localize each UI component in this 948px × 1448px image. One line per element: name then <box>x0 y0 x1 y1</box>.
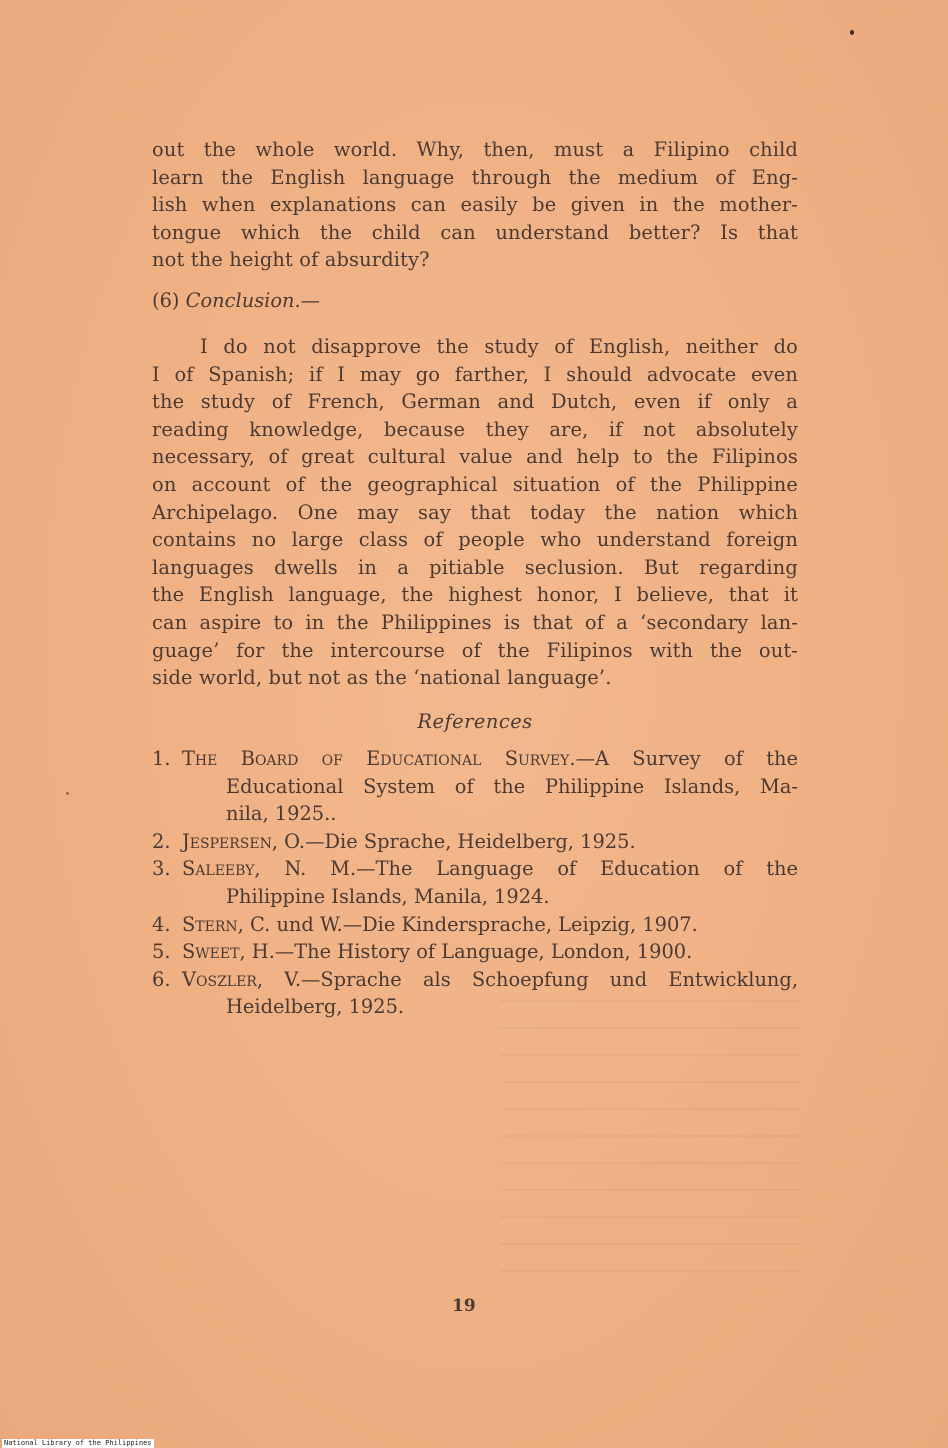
text-line: contains no large class of people who understand foreign <box>152 528 798 552</box>
reference-line <box>152 828 798 856</box>
section-heading <box>152 287 320 314</box>
text-line: Archipelago. One may say that today the nation which <box>152 500 798 524</box>
text-line: out the whole world. Why, then, must a Filipino child <box>152 138 798 161</box>
reference-text: —A Survey of the <box>575 747 798 770</box>
ink-speck <box>850 30 854 35</box>
text-line: on account of the geographical situation of the Philippine <box>152 472 798 496</box>
text-line: I do not disapprove the study of English, neither do <box>200 335 798 358</box>
reference-line <box>152 966 798 994</box>
reference-text: —Sprache als Schoepfung und Entwicklung, <box>301 967 798 991</box>
reference-number: 3. <box>152 857 171 881</box>
reference-line <box>152 911 798 939</box>
reference-author: Saleeby, N. M. <box>182 857 357 881</box>
reference-line <box>152 938 798 966</box>
reference-text: —The Language of Education of the <box>356 857 798 881</box>
reference-item <box>152 911 798 939</box>
ink-speck <box>66 792 69 795</box>
text-line: I of Spanish; if I may go farther, I should advocate even <box>152 362 798 386</box>
reference-author: Voszler, V. <box>182 967 301 991</box>
reference-continuation: Educational System of the Philippine Islands, Ma- <box>226 774 798 798</box>
reference-author: Sweet, H. <box>182 940 275 964</box>
text-line: guage’ for the intercourse of the Filipinos with the out- <box>152 638 798 662</box>
reference-continuation: Heidelberg, 1925. <box>226 995 405 1019</box>
text-line: necessary, of great cultural value and help to the Filipinos <box>152 445 798 469</box>
reference-author: Stern, C. <box>182 912 271 936</box>
reference-continuation: Philippine Islands, Manila, 1924. <box>226 884 550 908</box>
text-line: can aspire to in the Philippines is that of a ‘secondary lan- <box>152 610 798 634</box>
text-line: reading knowledge, because they are, if not absolutely <box>152 417 798 441</box>
paragraph-1 <box>152 136 798 274</box>
text-line: the study of French, German and Dutch, even if only a <box>152 390 798 414</box>
reference-item <box>152 938 798 966</box>
text-line: learn the English language through the medium of Eng- <box>152 165 798 189</box>
paragraph-2 <box>152 333 798 692</box>
page-number: 19 <box>452 1296 476 1316</box>
bleed-through-text <box>500 1000 800 1290</box>
reference-item <box>152 855 798 910</box>
reference-text: —The History of Language, London, 1900. <box>274 940 693 964</box>
reference-text: —Die Sprache, Heidelberg, 1925. <box>305 829 636 853</box>
section-number: (6) <box>152 289 180 312</box>
text-line: languages dwells in a pitiable seclusion. But regarding <box>152 555 798 579</box>
references-list <box>152 745 798 1021</box>
reference-number: 2. <box>152 829 171 853</box>
text-line: not the height of absurdity? <box>152 248 430 272</box>
text-line: tongue which the child can understand better? Is that <box>152 220 798 244</box>
reference-item <box>152 828 798 856</box>
text-line: side world, but not as the ‘national language’. <box>152 666 612 690</box>
text-line: lish when explanations can easily be given in the mother- <box>152 193 798 217</box>
reference-continuation: nila, 1925.. <box>226 802 337 826</box>
reference-text: und W.—Die Kindersprache, Leipzig, 1907. <box>270 912 698 936</box>
references-heading: References <box>417 710 533 733</box>
reference-line <box>152 745 798 773</box>
section-title: Conclusion.— <box>185 289 321 312</box>
reference-item <box>152 745 798 828</box>
reference-number: 1. <box>152 747 171 770</box>
reference-line <box>152 855 798 883</box>
reference-author: The Board of Educational Survey. <box>182 747 576 770</box>
text-line: the English language, the highest honor, I believe, that it <box>152 583 798 607</box>
reference-number: 4. <box>152 912 171 936</box>
reference-number: 5. <box>152 940 171 964</box>
reference-author: Jespersen, O. <box>182 829 306 853</box>
footer-credit: National Library of the Philippines <box>4 1439 152 1447</box>
reference-item <box>152 966 798 1021</box>
reference-number: 6. <box>152 967 171 991</box>
